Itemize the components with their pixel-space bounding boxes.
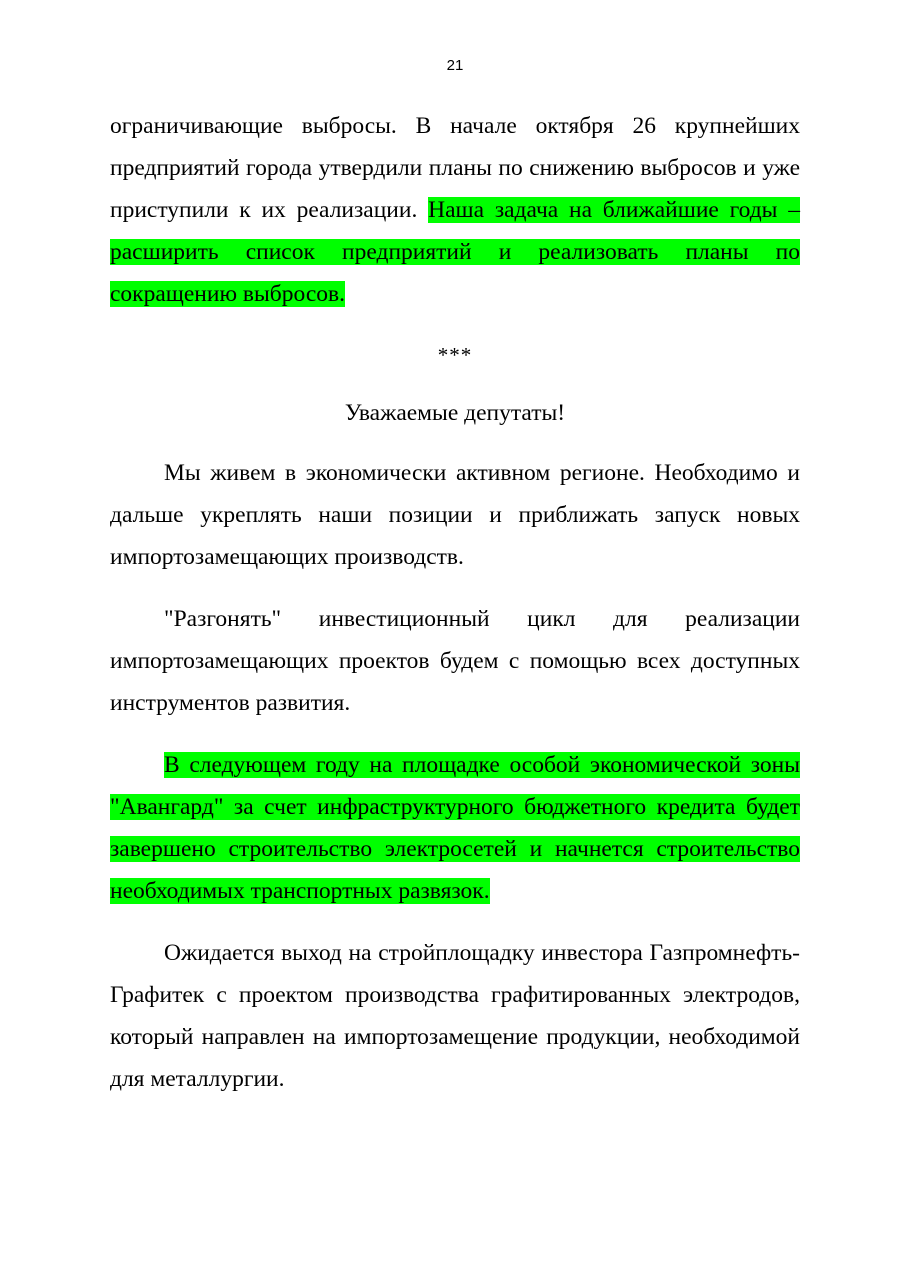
paragraph-investment-cycle: "Разгонять" инвестиционный цикл для реализации импортозамещающих проектов будем с помощью всех доступных инструментов развития. [110,606,800,716]
paragraph-emissions-text: ограничивающие выбросы. В начале октября 26 крупнейших предприятий города утвердили планы по снижению выбросов и уже приступили к их реализации. [110,113,800,223]
highlighted-text-emissions-goal: Наша задача на ближайшие годы – расширить список предприятий и реализовать планы по сокращению выбросов. [110,197,801,307]
paragraph-economic-region: Мы живем в экономически активном регионе. Необходимо и дальше укреплять наши позиции и приближать запуск новых импортозамещающих производств. [110,460,800,570]
highlighted-text-avangard: В следующем году на площадке особой экономической зоны "Авангард" за счет инфраструктурного бюджетного кредита будет завершено строительство электросетей и начнется строительство необходимых транспортных развязок. [110,752,800,904]
page-number: 21 [446,57,464,74]
paragraph-gazpromneft-grafitek: Ожидается выход на стройплощадку инвестора Газпромнефть-Графитек с проектом производства графитированных электродов, который направлен на импортозамещение продукции, необходимой для металлургии. [110,940,800,1092]
paragraph-avangard-zone [110,744,800,912]
greeting-heading: Уважаемые депутаты! [344,400,566,426]
section-separator: *** [437,343,473,367]
paragraph-emissions [110,105,800,315]
document-body [110,105,800,1100]
